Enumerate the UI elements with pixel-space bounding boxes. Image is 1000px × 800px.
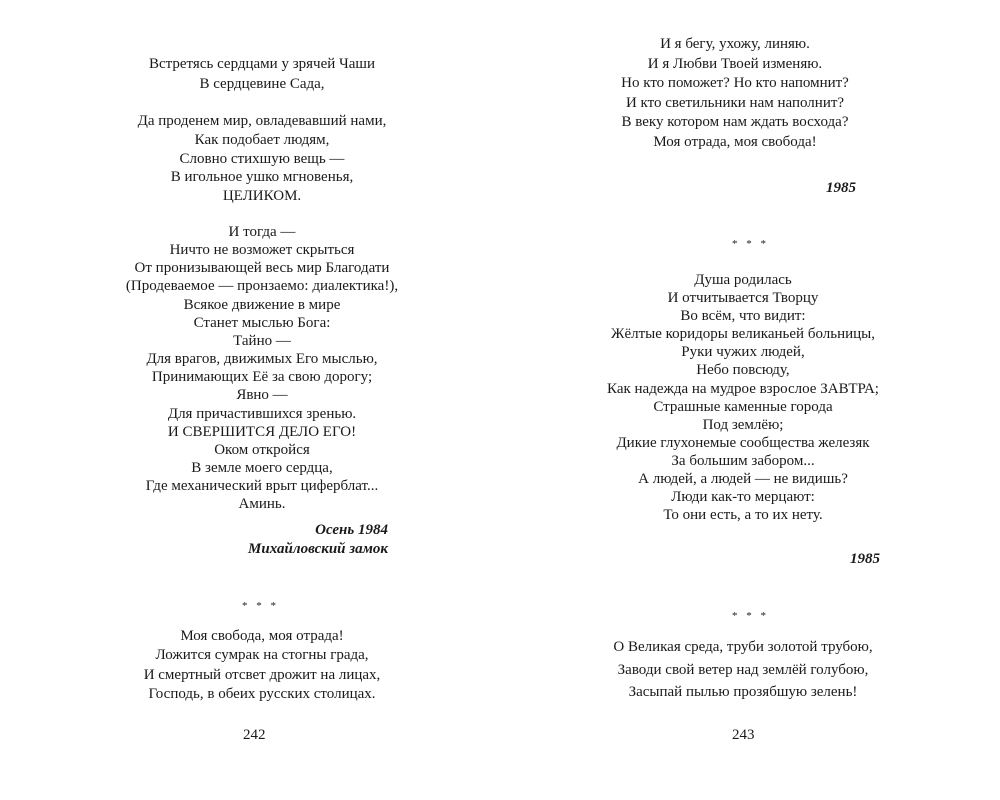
stanza bbox=[62, 54, 462, 94]
verse-line: И кто светильники нам наполнит? bbox=[625, 94, 845, 111]
poem-date: 1985 bbox=[826, 180, 856, 196]
verse-line: В сердцевине Сада, bbox=[199, 76, 325, 92]
verse-line: Как надежда на мудрое взрослое ЗАВТРА; bbox=[607, 380, 879, 397]
section-separator: * * * bbox=[732, 238, 769, 250]
verse-line: Ложится сумрак на стогны града, bbox=[155, 647, 369, 664]
poem-place: Михайловский замок bbox=[248, 541, 388, 557]
verse-line: Станет мыслью Бога: bbox=[193, 314, 331, 331]
verse-line: Да проденем мир, овладевавший нами, bbox=[137, 113, 387, 129]
verse-line: ЦЕЛИКОМ. bbox=[222, 188, 302, 205]
verse-line: В земле моего сердца, bbox=[191, 460, 333, 477]
verse-line: Засыпай пылью прозябшую зелень! bbox=[628, 684, 858, 700]
verse-line: Но кто поможет? Но кто напомнит? bbox=[621, 75, 849, 92]
verse-line: Под землёю; bbox=[702, 416, 784, 433]
verse-line: Моя свобода, моя отрада! bbox=[180, 628, 344, 644]
page-number: 242 bbox=[243, 727, 266, 743]
verse-line: Люди как-то мерцают: bbox=[671, 489, 815, 506]
verse-line: И СВЕРШИТСЯ ДЕЛО ЕГО! bbox=[167, 423, 357, 440]
verse-line: И я бегу, ухожу, линяю. bbox=[660, 36, 810, 52]
verse-line: Аминь. bbox=[238, 496, 286, 513]
stanza bbox=[62, 223, 462, 514]
verse-line: Принимающих Её за свою дорогу; bbox=[151, 369, 373, 386]
verse-line: Словно стихшую вещь — bbox=[179, 150, 345, 167]
verse-line: Моя отрада, моя свобода! bbox=[653, 133, 817, 150]
verse-line: От пронизывающей весь мир Благодати bbox=[134, 260, 390, 277]
section-separator: * * * bbox=[242, 600, 279, 612]
verse-line: То они есть, а то их нету. bbox=[663, 507, 823, 524]
stanza bbox=[62, 112, 462, 206]
verse-line: В игольное ушко мгновенья, bbox=[170, 169, 354, 186]
verse-line: И смертный отсвет дрожит на лицах, bbox=[143, 666, 381, 683]
verse-line: За большим забором... bbox=[671, 452, 815, 469]
verse-line: Господь, в обеих русских столицах. bbox=[148, 685, 376, 702]
verse-line: Как подобает людям, bbox=[194, 131, 330, 148]
page-number: 243 bbox=[732, 727, 755, 743]
verse-line: Во всём, что видит: bbox=[680, 308, 806, 325]
verse-line: Явно — bbox=[236, 387, 288, 404]
verse-line: Для врагов, движимых Его мыслью, bbox=[146, 351, 378, 368]
verse-line: Где механический врыт циферблат... bbox=[145, 478, 379, 495]
verse-line: Дикие глухонемые сообщества железяк bbox=[616, 434, 870, 451]
poem bbox=[543, 271, 943, 524]
verse-line: Ничто не возможет скрыться bbox=[169, 242, 355, 259]
verse-line: Для причастившихся зренью. bbox=[167, 405, 357, 422]
verse-line: Оком откройся bbox=[214, 441, 310, 458]
verse-line: О Великая среда, труби золотой трубою, bbox=[613, 639, 873, 655]
verse-line: Страшные каменные города bbox=[653, 398, 833, 415]
verse-line: Руки чужих людей, bbox=[681, 344, 805, 361]
verse-line: И я Любви Твоей изменяю. bbox=[647, 55, 823, 72]
right-page bbox=[500, 0, 1000, 800]
poem bbox=[62, 627, 462, 704]
verse-line: Жёлтые коридоры великаньей больницы, bbox=[611, 326, 875, 343]
verse-line: (Продеваемое — пронзаемо: диалектика!), bbox=[125, 278, 399, 295]
verse-line: Встретясь сердцами у зрячей Чаши bbox=[149, 56, 375, 72]
verse-line: Небо повсюду, bbox=[696, 362, 790, 379]
verse-line: В веку котором нам ждать восхода? bbox=[621, 114, 849, 131]
verse-line: И тогда — bbox=[228, 224, 296, 240]
poem-date: Осень 1984 bbox=[315, 522, 388, 538]
poem bbox=[535, 35, 935, 153]
verse-line: Всякое движение в мире bbox=[183, 296, 341, 313]
poem-date: 1985 bbox=[850, 551, 880, 567]
verse-line: Тайно — bbox=[233, 332, 291, 349]
verse-line: Душа родилась bbox=[694, 272, 792, 288]
verse-line: И отчитывается Творцу bbox=[667, 290, 819, 307]
poem bbox=[543, 636, 943, 704]
section-separator: * * * bbox=[732, 610, 769, 622]
verse-line: А людей, а людей — не видишь? bbox=[638, 471, 848, 488]
verse-line: Заводи свой ветер над землёй голубою, bbox=[617, 661, 869, 678]
